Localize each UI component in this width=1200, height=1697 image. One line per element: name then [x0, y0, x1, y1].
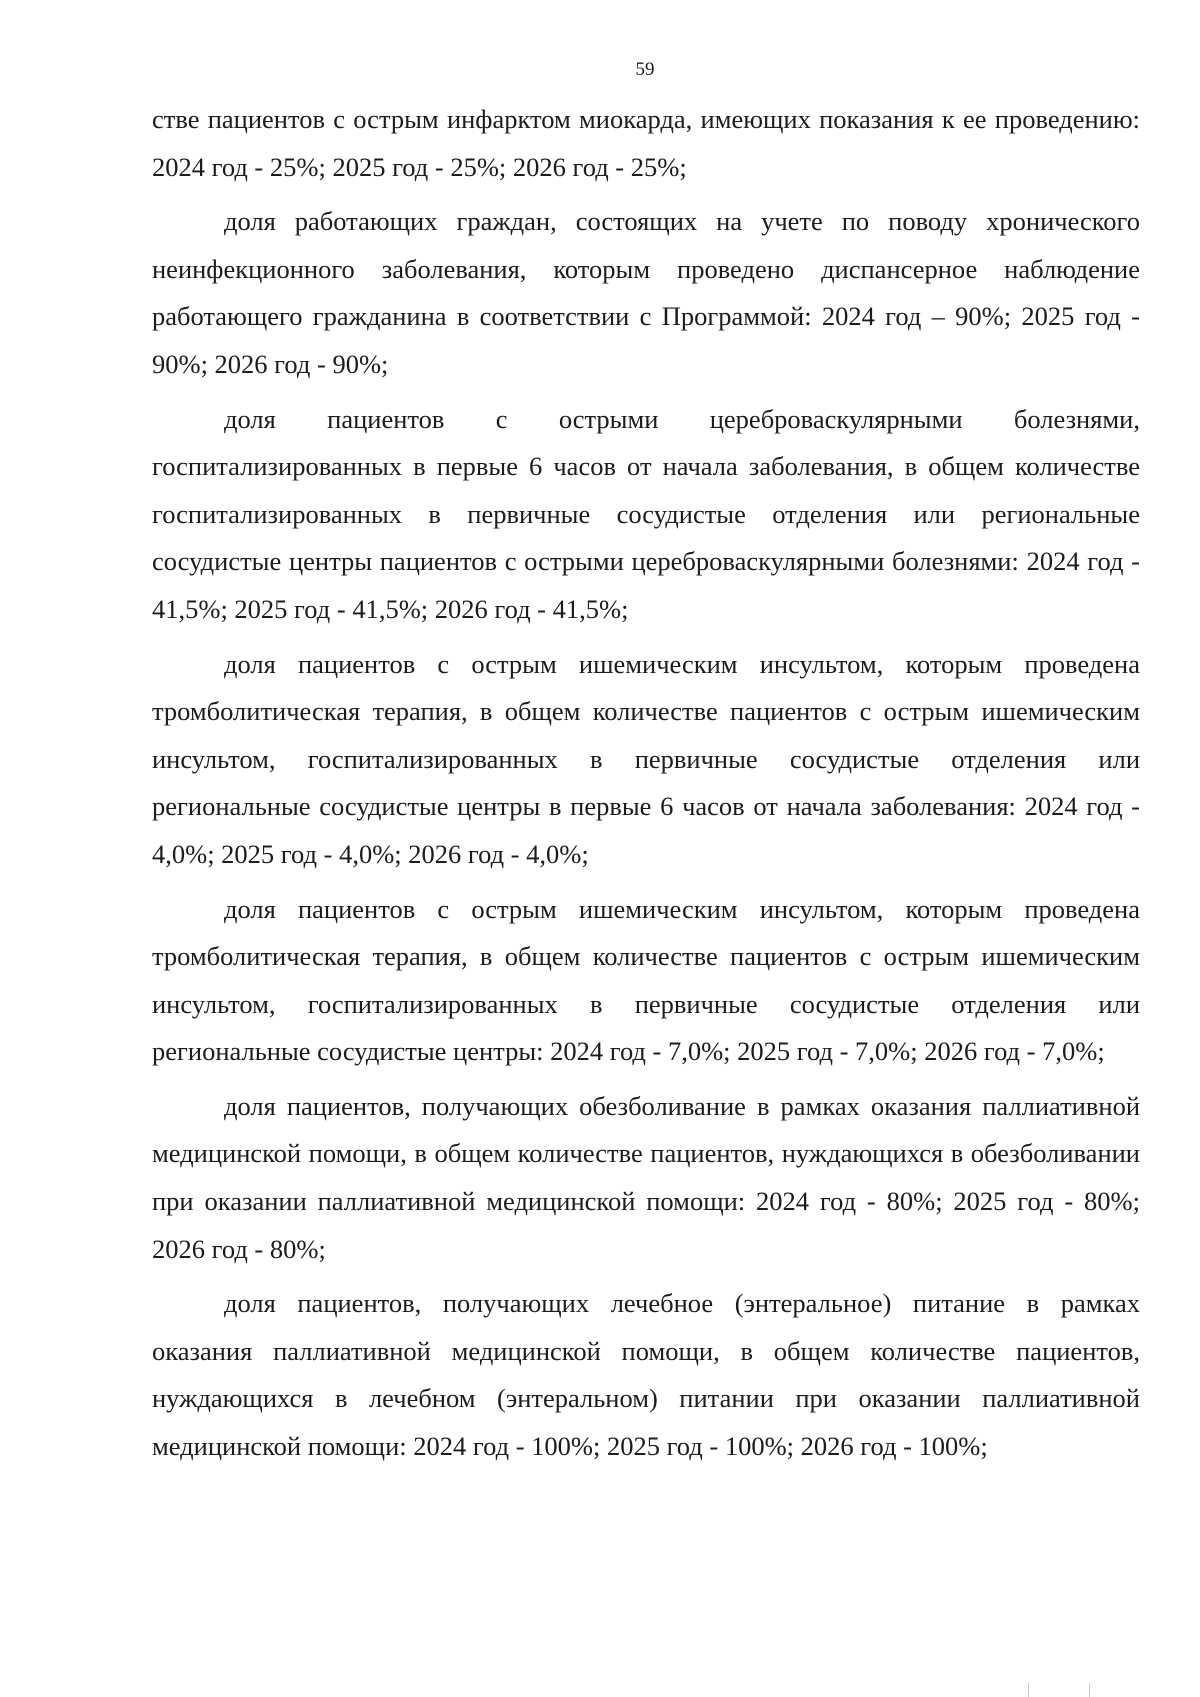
- paragraph-palliative-nutrition: доля пациентов, получающих лечебное (энтеральное) питание в рамках оказания паллиативной медицинской помощи, в общем количестве пациентов, нуждающихся в лечебном (энтеральном) питании при оказании паллиативной медицинской помощи: 2024 год - 100%; 2025 год - 100%; 2026 год - 100%;: [152, 1288, 1140, 1462]
- page-number: 59: [635, 59, 655, 80]
- paragraph-chronic-disease-observation: доля работающих граждан, состоящих на учете по поводу хронического неинфекционного заболевания, которым проведено диспансерное наблюдение работающего гражданина в соответствии с Программой: 2024 год – 90%; 2025 год - 90%; 2026 год - 90%;: [152, 206, 1140, 379]
- document-body: [152, 96, 1140, 1478]
- paragraph-thrombolysis-total: доля пациентов с острым ишемическим инсультом, которым проведена тромболитическая терапия, в общем количестве пациентов с острым ишемическим инсультом, госпитализированных в первичные сосудистые отделения или региональные сосудистые центры: 2024 год - 7,0%; 2025 год - 7,0%; 2026 год - 7,0%;: [152, 893, 1140, 1067]
- paragraph-continuation: стве пациентов с острым инфарктом миокарда, имеющих показания к ее проведению: 2024 год - 25%; 2025 год - 25%; 2026 год - 25%;: [152, 104, 1140, 182]
- paragraph-palliative-analgesia: доля пациентов, получающих обезболивание в рамках оказания паллиативной медицинской помощи, в общем количестве пациентов, нуждающихся в обезболивании при оказании паллиативной медицинской помощи: 2024 год - 80%; 2025 год - 80%; 2026 год - 80%;: [152, 1090, 1140, 1264]
- paragraph-thrombolysis-6-hours: доля пациентов с острым ишемическим инсультом, которым проведена тромболитическая терапия, в общем количестве пациентов с острым ишемическим инсультом, госпитализированных в первичные сосудистые отделения или региональные сосудистые центры в первые 6 часов от начала заболевания: 2024 год - 4,0%; 2025 год - 4,0%; 2026 год - 4,0%;: [152, 648, 1140, 869]
- scan-edge-mark: [1028, 1683, 1090, 1697]
- paragraph-cerebrovascular-hospitalization: доля пациентов с острыми цереброваскулярными болезнями, госпитализированных в первые 6 часов от начала заболевания, в общем количестве госпитализированных в первичные сосудистые отделения или региональные сосудистые центры пациентов с острыми цереброваскулярными болезнями: 2024 год - 41,5%; 2025 год - 41,5%; 2026 год - 41,5%;: [152, 403, 1140, 624]
